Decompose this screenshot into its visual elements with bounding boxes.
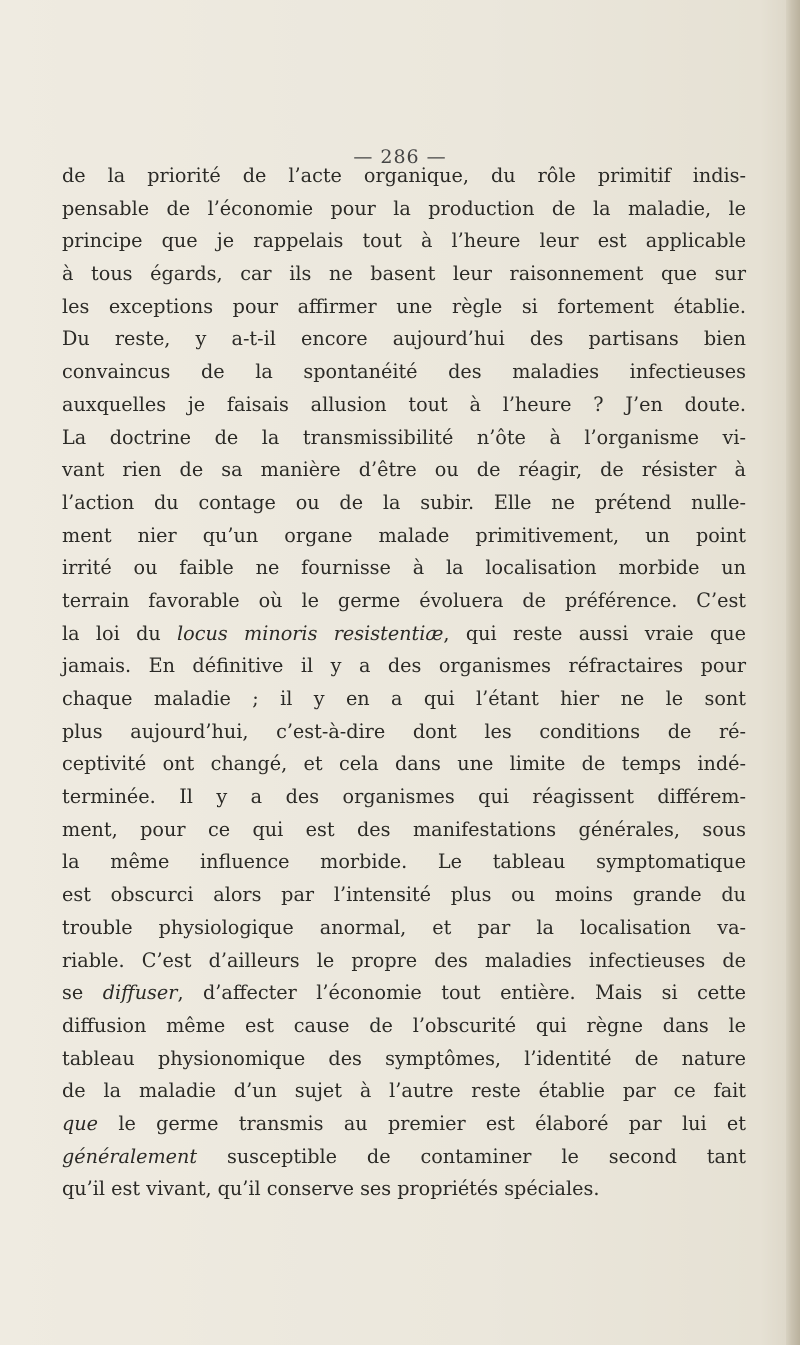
text-line — [62, 1043, 746, 1076]
text-segment: ment, pour ce qui est des manifestations générales, sous — [62, 817, 746, 841]
text-line — [62, 650, 746, 683]
text-segment: irrité ou faible ne fournisse à la localisation morbide un — [62, 556, 746, 580]
text-segment: les exceptions pour affirmer une règle si fortement établie. — [62, 294, 746, 318]
text-line — [62, 1173, 746, 1206]
text-segment: riable. C’est d’ailleurs le propre des maladies infectieuses de — [62, 948, 746, 972]
text-line — [62, 291, 746, 324]
text-line — [62, 1141, 746, 1174]
text-line — [62, 846, 746, 879]
text-segment: trouble physiologique anormal, et par la localisation va- — [62, 915, 746, 939]
text-segment: qu’il est vivant, qu’il conserve ses propriétés spéciales. — [62, 1177, 600, 1201]
text-line — [62, 912, 746, 945]
text-segment: tableau physionomique des symptômes, l’identité de nature — [62, 1046, 746, 1070]
text-line — [62, 716, 746, 749]
text-segment: terminée. Il y a des organismes qui réagissent différem- — [62, 785, 746, 809]
text-line — [62, 258, 746, 291]
text-line — [62, 487, 746, 520]
text-segment: à tous égards, car ils ne basent leur raisonnement que sur — [62, 262, 746, 286]
text-line — [62, 225, 746, 258]
text-line — [62, 945, 746, 978]
page-edge-shadow — [786, 0, 800, 1345]
body-text — [62, 160, 746, 1206]
text-line — [62, 1108, 746, 1141]
text-segment: la loi du — [62, 621, 178, 645]
text-segment: plus aujourd’hui, c’est-à-dire dont les conditions de ré- — [62, 719, 746, 743]
text-segment: pensable de l’économie pour la production de la maladie, le — [62, 196, 746, 220]
text-segment: ceptivité ont changé, et cela dans une limite de temps indé- — [62, 752, 746, 776]
text-line — [62, 618, 746, 651]
italic-phrase: locus minoris resistentiæ — [177, 621, 444, 645]
text-segment: vant rien de sa manière d’être ou de réagir, de résister à — [62, 458, 746, 482]
text-line — [62, 781, 746, 814]
italic-phrase: généralement — [62, 1144, 198, 1168]
text-line — [62, 454, 746, 487]
text-segment: principe que je rappelais tout à l’heure leur est applicable — [62, 229, 746, 253]
text-segment: diffusion même est cause de l’obscurité qui règne dans le — [62, 1013, 746, 1037]
text-segment: terrain favorable où le germe évoluera de préférence. C’est — [62, 588, 746, 612]
text-line — [62, 748, 746, 781]
text-segment: le germe transmis au premier est élaboré par lui et — [98, 1111, 746, 1135]
text-segment: auxquelles je faisais allusion tout à l’heure ? J’en doute. — [62, 392, 746, 416]
text-segment: , d’affecter l’économie tout entière. Mais si cette — [177, 981, 746, 1005]
text-segment: , qui reste aussi vraie que — [443, 621, 746, 645]
text-line — [62, 977, 746, 1010]
text-segment: est obscurci alors par l’intensité plus ou moins grande du — [62, 883, 746, 907]
text-line — [62, 422, 746, 455]
text-line — [62, 683, 746, 716]
text-line — [62, 552, 746, 585]
text-line — [62, 879, 746, 912]
text-line — [62, 1010, 746, 1043]
text-segment: de la priorité de l’acte organique, du rôle primitif indis- — [62, 164, 746, 187]
italic-phrase: que — [62, 1111, 98, 1135]
text-segment: chaque maladie ; il y en a qui l’étant hier ne le sont — [62, 687, 746, 710]
italic-phrase: diffuser — [102, 981, 178, 1005]
text-segment: convaincus de la spontanéité des maladies infectieuses — [62, 360, 746, 384]
text-segment: La doctrine de la transmissibilité n’ôte à l’organisme vi- — [62, 425, 746, 449]
page-number: — 286 — — [353, 146, 447, 168]
text-segment: la même influence morbide. Le tableau symptomatique — [62, 850, 746, 874]
text-line — [62, 323, 746, 356]
text-segment: Du reste, y a-t-il encore aujourd’hui des partisans bien — [62, 327, 746, 351]
text-segment: l’action du contage ou de la subir. Elle ne prétend nulle- — [62, 490, 746, 514]
text-segment: susceptible de contaminer le second tant — [197, 1144, 746, 1168]
text-line — [62, 814, 746, 847]
text-line — [62, 585, 746, 618]
text-line — [62, 356, 746, 389]
text-line — [62, 520, 746, 553]
text-line — [62, 389, 746, 422]
text-segment: se — [62, 981, 103, 1005]
text-line — [62, 193, 746, 226]
text-segment: jamais. En définitive il y a des organismes réfractaires pour — [62, 654, 746, 678]
text-line — [62, 1075, 746, 1108]
text-line — [62, 160, 746, 193]
text-segment: de la maladie d’un sujet à l’autre reste établie par ce fait — [62, 1079, 746, 1103]
text-segment: ment nier qu’un organe malade primitivement, un point — [62, 523, 746, 547]
